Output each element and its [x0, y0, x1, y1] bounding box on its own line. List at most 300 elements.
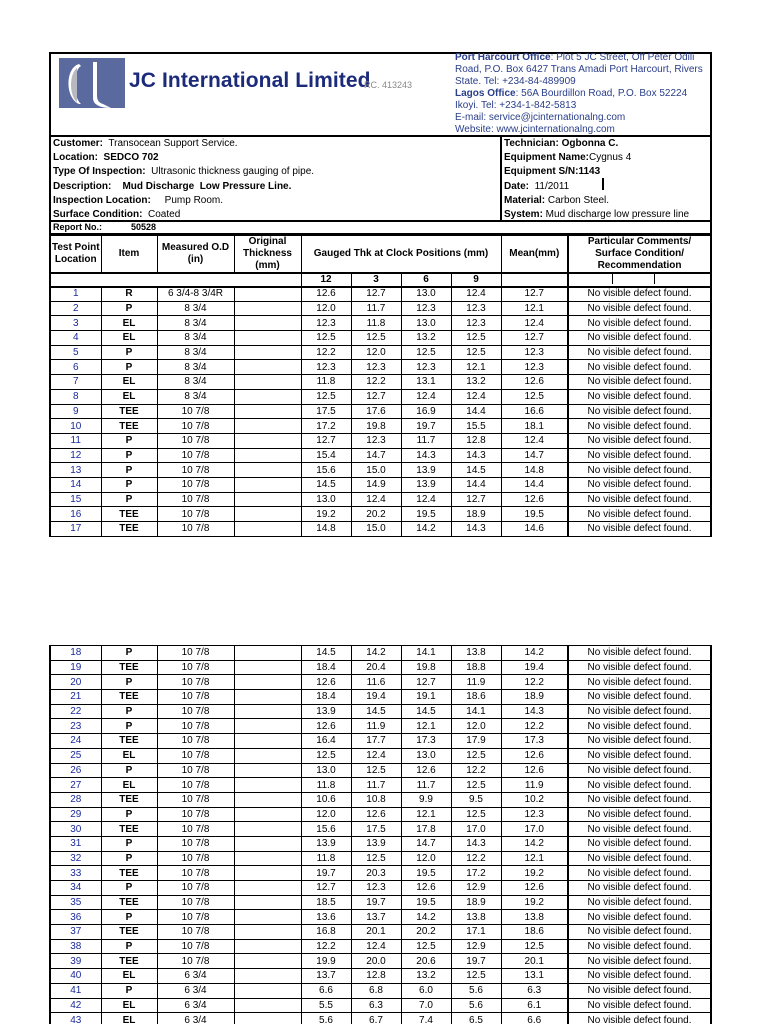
cell-thk-9: 9.5 — [451, 792, 501, 807]
cell-thk-6: 13.0 — [401, 287, 451, 302]
cell-thk-9: 18.6 — [451, 690, 501, 705]
cell-mean: 12.6 — [501, 763, 568, 778]
cell-thk-12: 16.8 — [301, 925, 351, 940]
cell-thk-9: 17.0 — [451, 822, 501, 837]
table-row — [50, 522, 711, 537]
cell-mean: 12.4 — [501, 316, 568, 331]
cell-original-thickness — [234, 316, 301, 331]
table-row — [50, 477, 711, 492]
ph-office-label: Port Harcourt Office — [455, 52, 551, 63]
cell-thk-9: 12.5 — [451, 331, 501, 346]
cell-original-thickness — [234, 719, 301, 734]
cell-thk-12: 12.0 — [301, 807, 351, 822]
cell-test-point: 15 — [50, 492, 101, 507]
cell-test-point: 7 — [50, 375, 101, 390]
cell-original-thickness — [234, 881, 301, 896]
info-label: Description: — [53, 180, 112, 192]
cell-thk-3: 12.3 — [351, 881, 401, 896]
cell-thk-12: 12.6 — [301, 719, 351, 734]
cell-thk-12: 12.6 — [301, 287, 351, 302]
cell-item: EL — [101, 778, 157, 793]
cell-thk-9: 11.9 — [451, 675, 501, 690]
cell-thk-6: 14.3 — [401, 448, 451, 463]
table-row — [50, 360, 711, 375]
cell-thk-3: 17.7 — [351, 734, 401, 749]
info-label: Type Of Inspection: — [53, 166, 146, 178]
cell-test-point: 37 — [50, 925, 101, 940]
cell-thk-9: 14.4 — [451, 404, 501, 419]
cell-mean: 6.3 — [501, 983, 568, 998]
cell-measured-od: 10 7/8 — [157, 404, 234, 419]
cell-mean: 14.3 — [501, 704, 568, 719]
cell-mean: 14.7 — [501, 448, 568, 463]
cell-mean: 12.4 — [501, 433, 568, 448]
cell-comment: No visible defect found. — [568, 969, 711, 984]
cell-thk-3: 14.7 — [351, 448, 401, 463]
info-line — [502, 208, 710, 222]
cell-thk-9: 14.4 — [451, 477, 501, 492]
cell-comment: No visible defect found. — [568, 477, 711, 492]
cell-thk-6: 7.0 — [401, 998, 451, 1013]
cell-thk-3: 12.7 — [351, 389, 401, 404]
cell-thk-6: 14.7 — [401, 836, 451, 851]
cell-mean: 12.2 — [501, 719, 568, 734]
cell-thk-12: 12.2 — [301, 939, 351, 954]
cell-comment: No visible defect found. — [568, 778, 711, 793]
cell-item: P — [101, 477, 157, 492]
cell-thk-6: 20.2 — [401, 925, 451, 940]
cell-original-thickness — [234, 463, 301, 478]
cell-test-point: 33 — [50, 866, 101, 881]
cell-measured-od: 10 7/8 — [157, 866, 234, 881]
cell-item: P — [101, 719, 157, 734]
info-line — [51, 194, 500, 208]
info-value: 1143 — [578, 166, 601, 178]
cell-test-point: 39 — [50, 954, 101, 969]
cell-original-thickness — [234, 778, 301, 793]
cell-test-point: 17 — [50, 522, 101, 537]
cell-test-point: 30 — [50, 822, 101, 837]
table-row — [50, 822, 711, 837]
cell-comment: No visible defect found. — [568, 522, 711, 537]
info-line — [51, 151, 500, 165]
cell-thk-3: 11.9 — [351, 719, 401, 734]
cell-test-point: 8 — [50, 389, 101, 404]
cell-measured-od: 6 3/4 — [157, 1013, 234, 1024]
cell-item: EL — [101, 998, 157, 1013]
inspection-info — [49, 135, 712, 222]
cell-original-thickness — [234, 448, 301, 463]
jc-logo-icon — [59, 58, 125, 112]
cell-original-thickness — [234, 477, 301, 492]
cell-thk-3: 12.6 — [351, 807, 401, 822]
cell-thk-6: 13.1 — [401, 375, 451, 390]
cell-measured-od: 10 7/8 — [157, 939, 234, 954]
cell-thk-9: 12.8 — [451, 433, 501, 448]
cell-original-thickness — [234, 675, 301, 690]
cell-original-thickness — [234, 507, 301, 522]
cell-thk-3: 14.5 — [351, 704, 401, 719]
cell-measured-od: 10 7/8 — [157, 646, 234, 661]
cell-test-point: 18 — [50, 646, 101, 661]
cell-item: P — [101, 360, 157, 375]
cell-mean: 14.8 — [501, 463, 568, 478]
cell-comment: No visible defect found. — [568, 331, 711, 346]
table-row — [50, 748, 711, 763]
cell-mean: 14.2 — [501, 836, 568, 851]
cell-thk-3: 14.9 — [351, 477, 401, 492]
cell-mean: 17.3 — [501, 734, 568, 749]
cell-comment: No visible defect found. — [568, 881, 711, 896]
cell-mean: 14.2 — [501, 646, 568, 661]
cell-comment: No visible defect found. — [568, 1013, 711, 1024]
cell-test-point: 24 — [50, 734, 101, 749]
cell-thk-12: 5.6 — [301, 1013, 351, 1024]
cell-item: P — [101, 939, 157, 954]
lagos-office-address: : 56A Bourdillon Road, P.O. Box 52224 Ikoyi. Tel: +234-1-842-5813 — [455, 88, 688, 111]
cell-thk-3: 11.7 — [351, 301, 401, 316]
cell-measured-od: 10 7/8 — [157, 734, 234, 749]
cell-thk-12: 14.5 — [301, 646, 351, 661]
cell-thk-9: 12.5 — [451, 969, 501, 984]
info-value: Mud Discharge Low Pressure Line. — [111, 180, 292, 192]
header-gauged-thickness: Gauged Thk at Clock Positions (mm) — [301, 236, 501, 274]
cell-thk-12: 13.6 — [301, 910, 351, 925]
cell-comment: No visible defect found. — [568, 822, 711, 837]
cell-item: P — [101, 983, 157, 998]
table-row — [50, 507, 711, 522]
cell-thk-12: 17.5 — [301, 404, 351, 419]
cell-comment: No visible defect found. — [568, 998, 711, 1013]
cell-thk-9: 14.3 — [451, 448, 501, 463]
table-row — [50, 404, 711, 419]
table-row — [50, 433, 711, 448]
table-row — [50, 910, 711, 925]
cell-comment: No visible defect found. — [568, 925, 711, 940]
table-row — [50, 704, 711, 719]
cell-thk-9: 12.5 — [451, 748, 501, 763]
cell-measured-od: 10 7/8 — [157, 522, 234, 537]
info-value: Ogbonna C. — [558, 138, 619, 149]
cell-test-point: 43 — [50, 1013, 101, 1024]
cell-thk-3: 13.9 — [351, 836, 401, 851]
cell-measured-od: 10 7/8 — [157, 954, 234, 969]
cell-thk-6: 14.1 — [401, 646, 451, 661]
cell-mean: 14.4 — [501, 477, 568, 492]
cell-measured-od: 10 7/8 — [157, 748, 234, 763]
cell-thk-3: 17.6 — [351, 404, 401, 419]
cell-test-point: 36 — [50, 910, 101, 925]
cell-comment: No visible defect found. — [568, 807, 711, 822]
cell-measured-od: 10 7/8 — [157, 822, 234, 837]
cell-mean: 18.9 — [501, 690, 568, 705]
info-value: Coated — [142, 208, 181, 220]
cell-thk-3: 12.4 — [351, 748, 401, 763]
cell-mean: 6.1 — [501, 998, 568, 1013]
cell-test-point: 19 — [50, 660, 101, 675]
header-comments: Particular Comments/ Surface Condition/ Recommendation — [568, 236, 711, 274]
info-line — [502, 137, 710, 151]
cell-thk-3: 12.5 — [351, 331, 401, 346]
cell-thk-3: 12.5 — [351, 763, 401, 778]
cell-test-point: 40 — [50, 969, 101, 984]
cell-mean: 19.2 — [501, 866, 568, 881]
cell-thk-12: 12.5 — [301, 331, 351, 346]
cell-original-thickness — [234, 836, 301, 851]
cell-thk-12: 12.0 — [301, 301, 351, 316]
cell-thk-12: 14.5 — [301, 477, 351, 492]
cell-test-point: 13 — [50, 463, 101, 478]
cell-thk-12: 6.6 — [301, 983, 351, 998]
cell-original-thickness — [234, 375, 301, 390]
cell-mean: 12.6 — [501, 881, 568, 896]
cell-measured-od: 10 7/8 — [157, 463, 234, 478]
cell-item: P — [101, 448, 157, 463]
readings-table-page2 — [49, 645, 712, 1024]
letterhead — [49, 52, 712, 136]
cell-thk-9: 14.1 — [451, 704, 501, 719]
cell-measured-od: 8 3/4 — [157, 360, 234, 375]
cell-item: EL — [101, 389, 157, 404]
cell-thk-3: 12.4 — [351, 492, 401, 507]
cell-thk-9: 17.1 — [451, 925, 501, 940]
cell-mean: 11.9 — [501, 778, 568, 793]
cell-comment: No visible defect found. — [568, 404, 711, 419]
clock-6: 6 — [401, 273, 451, 287]
cell-mean: 12.6 — [501, 492, 568, 507]
cell-original-thickness — [234, 925, 301, 940]
table-row — [50, 1013, 711, 1024]
cell-thk-6: 12.0 — [401, 851, 451, 866]
cell-thk-3: 20.3 — [351, 866, 401, 881]
info-label: Surface Condition: — [53, 208, 143, 220]
cell-thk-9: 5.6 — [451, 983, 501, 998]
cell-thk-9: 12.5 — [451, 778, 501, 793]
cell-thk-9: 12.4 — [451, 389, 501, 404]
cell-thk-3: 11.6 — [351, 675, 401, 690]
table-row — [50, 807, 711, 822]
cell-thk-9: 13.8 — [451, 646, 501, 661]
cell-thk-12: 13.9 — [301, 836, 351, 851]
info-label: System: — [504, 208, 543, 220]
cell-thk-6: 6.0 — [401, 983, 451, 998]
cell-thk-6: 11.7 — [401, 433, 451, 448]
cell-measured-od: 10 7/8 — [157, 492, 234, 507]
table-row — [50, 719, 711, 734]
info-value: Cygnus 4 — [589, 152, 632, 164]
cell-test-point: 14 — [50, 477, 101, 492]
cell-item: EL — [101, 969, 157, 984]
cell-thk-12: 19.7 — [301, 866, 351, 881]
cell-test-point: 5 — [50, 345, 101, 360]
cell-test-point: 4 — [50, 331, 101, 346]
cell-measured-od: 8 3/4 — [157, 375, 234, 390]
cell-original-thickness — [234, 419, 301, 434]
cell-thk-12: 15.6 — [301, 822, 351, 837]
cell-thk-6: 12.5 — [401, 345, 451, 360]
header-comments-spacer — [568, 273, 711, 287]
cell-thk-6: 12.1 — [401, 807, 451, 822]
table-row — [50, 301, 711, 316]
port-harcourt-office — [455, 52, 713, 88]
cell-measured-od: 10 7/8 — [157, 719, 234, 734]
table-row — [50, 675, 711, 690]
cell-thk-3: 17.5 — [351, 822, 401, 837]
cell-original-thickness — [234, 939, 301, 954]
website-text[interactable]: Website: www.jcinternationalng.com — [455, 124, 615, 135]
cell-mean: 12.5 — [501, 389, 568, 404]
cell-thk-12: 11.8 — [301, 375, 351, 390]
readings-table-page1 — [49, 286, 712, 537]
cell-comment: No visible defect found. — [568, 316, 711, 331]
cell-comment: No visible defect found. — [568, 954, 711, 969]
cell-test-point: 27 — [50, 778, 101, 793]
cell-measured-od: 10 7/8 — [157, 836, 234, 851]
cell-measured-od: 10 7/8 — [157, 851, 234, 866]
cell-test-point: 2 — [50, 301, 101, 316]
cell-thk-9: 13.2 — [451, 375, 501, 390]
cell-thk-12: 5.5 — [301, 998, 351, 1013]
cell-original-thickness — [234, 690, 301, 705]
cell-measured-od: 8 3/4 — [157, 389, 234, 404]
cell-thk-12: 12.7 — [301, 881, 351, 896]
office-addresses — [455, 52, 713, 136]
cell-original-thickness — [234, 734, 301, 749]
table-row — [50, 895, 711, 910]
cell-item: EL — [101, 748, 157, 763]
cell-thk-9: 17.2 — [451, 866, 501, 881]
cell-measured-od: 10 7/8 — [157, 704, 234, 719]
cell-comment: No visible defect found. — [568, 360, 711, 375]
cell-thk-3: 6.7 — [351, 1013, 401, 1024]
cell-item: TEE — [101, 522, 157, 537]
cell-comment: No visible defect found. — [568, 433, 711, 448]
info-label: Customer: — [53, 138, 104, 149]
cell-thk-12: 18.5 — [301, 895, 351, 910]
rc-number: RC. 413243 — [364, 80, 413, 90]
cell-thk-12: 12.5 — [301, 748, 351, 763]
cell-item: P — [101, 763, 157, 778]
cell-original-thickness — [234, 851, 301, 866]
cell-comment: No visible defect found. — [568, 675, 711, 690]
cell-thk-3: 19.4 — [351, 690, 401, 705]
cell-comment: No visible defect found. — [568, 492, 711, 507]
info-line — [502, 165, 710, 179]
table-row — [50, 998, 711, 1013]
cell-thk-3: 12.5 — [351, 851, 401, 866]
cell-item: EL — [101, 1013, 157, 1024]
cell-thk-12: 15.4 — [301, 448, 351, 463]
cell-original-thickness — [234, 360, 301, 375]
info-line — [502, 194, 710, 208]
cell-thk-12: 19.9 — [301, 954, 351, 969]
cell-test-point: 1 — [50, 287, 101, 302]
cell-measured-od: 10 7/8 — [157, 807, 234, 822]
header-measured-od: Measured O.D (in) — [157, 236, 234, 274]
cell-original-thickness — [234, 389, 301, 404]
cell-thk-3: 12.0 — [351, 345, 401, 360]
cell-thk-6: 14.2 — [401, 522, 451, 537]
info-value: 11/2011 — [529, 180, 570, 192]
cell-original-thickness — [234, 492, 301, 507]
cell-test-point: 6 — [50, 360, 101, 375]
cell-thk-12: 17.2 — [301, 419, 351, 434]
header-original-thickness: Original Thickness (mm) — [234, 236, 301, 274]
table-row — [50, 734, 711, 749]
cell-original-thickness — [234, 646, 301, 661]
cell-thk-6: 12.4 — [401, 492, 451, 507]
cell-thk-3: 11.7 — [351, 778, 401, 793]
cell-mean: 16.6 — [501, 404, 568, 419]
cell-thk-9: 13.8 — [451, 910, 501, 925]
cell-thk-6: 19.1 — [401, 690, 451, 705]
cell-measured-od: 6 3/4 — [157, 983, 234, 998]
cell-original-thickness — [234, 433, 301, 448]
email-text[interactable]: E-mail: service@jcinternationalng.com — [455, 112, 626, 123]
cell-test-point: 25 — [50, 748, 101, 763]
cell-thk-12: 15.6 — [301, 463, 351, 478]
cell-measured-od: 10 7/8 — [157, 433, 234, 448]
report-number-row — [49, 221, 712, 235]
cell-thk-3: 15.0 — [351, 463, 401, 478]
table-row — [50, 690, 711, 705]
cell-mean: 18.1 — [501, 419, 568, 434]
cell-test-point: 10 — [50, 419, 101, 434]
info-label: Inspection Location: — [53, 194, 151, 206]
cell-item: P — [101, 492, 157, 507]
clock-3: 3 — [351, 273, 401, 287]
cell-thk-3: 13.7 — [351, 910, 401, 925]
cell-measured-od: 10 7/8 — [157, 675, 234, 690]
cell-comment: No visible defect found. — [568, 287, 711, 302]
cell-comment: No visible defect found. — [568, 910, 711, 925]
cell-test-point: 42 — [50, 998, 101, 1013]
cell-original-thickness — [234, 954, 301, 969]
cell-thk-12: 19.2 — [301, 507, 351, 522]
table-row — [50, 660, 711, 675]
cell-original-thickness — [234, 660, 301, 675]
info-label: Equipment Name: — [504, 152, 590, 164]
cell-measured-od: 8 3/4 — [157, 316, 234, 331]
cell-item: EL — [101, 316, 157, 331]
table-row — [50, 646, 711, 661]
cell-mean: 12.1 — [501, 851, 568, 866]
info-label: Material: — [504, 194, 546, 206]
cell-item: TEE — [101, 954, 157, 969]
cell-item: TEE — [101, 419, 157, 434]
header-item: Item — [101, 236, 157, 274]
cell-test-point: 23 — [50, 719, 101, 734]
cell-mean: 18.6 — [501, 925, 568, 940]
cell-comment: No visible defect found. — [568, 419, 711, 434]
cell-thk-12: 11.8 — [301, 851, 351, 866]
cell-measured-od: 10 7/8 — [157, 925, 234, 940]
cell-measured-od: 10 7/8 — [157, 448, 234, 463]
cell-item: TEE — [101, 404, 157, 419]
cell-thk-3: 12.4 — [351, 939, 401, 954]
cell-measured-od: 10 7/8 — [157, 660, 234, 675]
table-row — [50, 331, 711, 346]
cell-thk-9: 12.0 — [451, 719, 501, 734]
cell-comment: No visible defect found. — [568, 463, 711, 478]
cell-thk-6: 19.5 — [401, 895, 451, 910]
info-value: Transocean Support Service. — [103, 138, 238, 149]
cell-comment: No visible defect found. — [568, 389, 711, 404]
info-label: Date: — [504, 180, 530, 192]
cell-mean: 10.2 — [501, 792, 568, 807]
cell-mean: 12.2 — [501, 675, 568, 690]
cell-thk-12: 13.0 — [301, 492, 351, 507]
